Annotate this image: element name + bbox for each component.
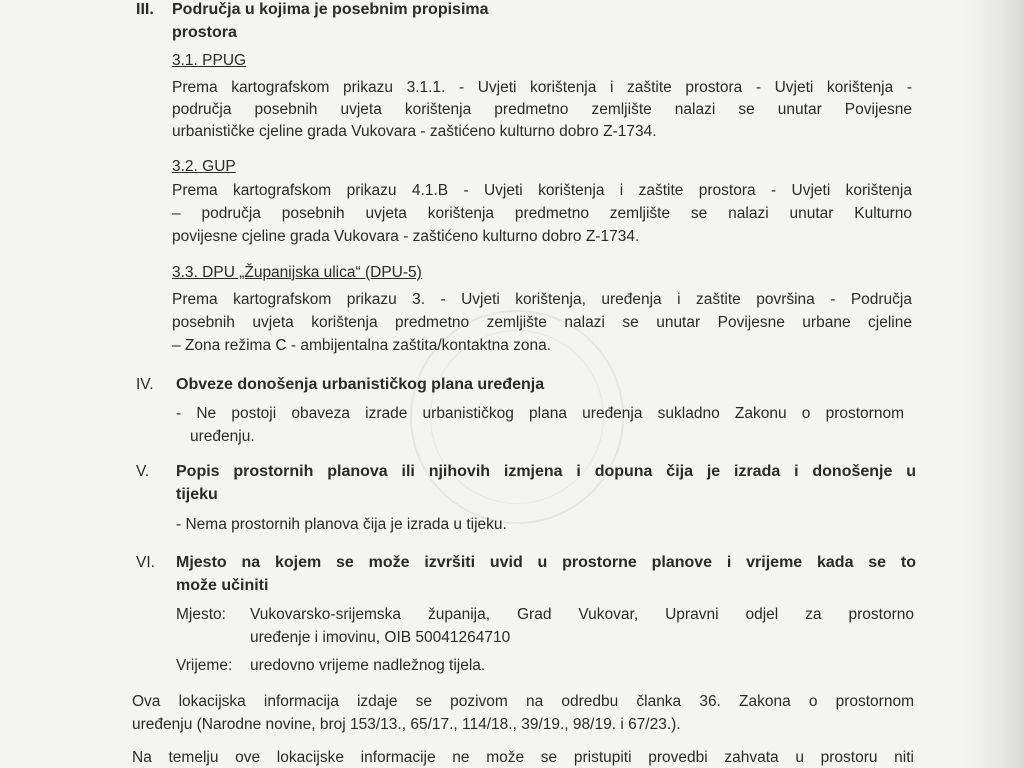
s32-line-3: povijesne cjeline grada Vukovara - zaštićeno kulturno dobro Z-1734. — [172, 228, 640, 245]
subsection-3-3-title: 3.3. DPU „Županijska ulica“ (DPU-5) — [172, 264, 422, 281]
section-iv-heading: Obveze donošenja urbanističkog plana uređenja — [176, 376, 545, 393]
section-v-number: V. — [136, 463, 150, 480]
s31-line-2: područja posebnih uvjeta korištenja predmetno zemljište nalazi se unutar Povijesne — [172, 101, 912, 118]
mjesto-line-2: uređenje i imovinu, OIB 50041264710 — [250, 629, 511, 646]
vrijeme-value: uredovno vrijeme nadležnog tijela. — [250, 657, 486, 674]
s31-line-3: urbanističke cjeline grada Vukovara - zaštićeno kulturno dobro Z-1734. — [172, 123, 657, 140]
section-v-heading: Popis prostornih planova ili njihovih izmjena i dopuna čija je izrada i donošenje u — [176, 463, 916, 480]
s33-line-1: Prema kartografskom prikazu 3. - Uvjeti korištenja, uređenja i zaštite površina - Područja — [172, 291, 912, 308]
mjesto-line-1: Vukovarsko-srijemska županija, Grad Vukovar, Upravni odjel za prostorno — [250, 606, 914, 623]
s33-line-2: posebnih uvjeta korištenja predmetno zemljište nalazi se unutar Povijesne urbane cjeline — [172, 314, 912, 331]
section-v-heading-cont: tijeku — [176, 486, 218, 503]
section-v-line-1: - Nema prostornih planova čija je izrada u tijeku. — [176, 516, 507, 533]
section-vi-heading-cont: može učiniti — [176, 577, 269, 594]
section-iii-number: III. — [136, 1, 154, 18]
subsection-3-1-title: 3.1. PPUG — [172, 52, 247, 69]
section-vi-heading: Mjesto na kojem se može izvršiti uvid u prostorne planove i vrijeme kada se to — [176, 554, 916, 571]
section-iv-number: IV. — [136, 376, 154, 393]
vrijeme-label: Vrijeme: — [176, 657, 233, 674]
s31-line-1: Prema kartografskom prikazu 3.1.1. - Uvjeti korištenja i zaštite prostora - Uvjeti korištenja - — [172, 79, 912, 96]
mjesto-label: Mjesto: — [176, 606, 226, 623]
s33-line-3: – Zona režima C - ambijentalna zaštita/kontaktna zona. — [172, 337, 552, 354]
closing-p2-line-1: Na temelju ove lokacijske informacije ne može se pristupiti provedbi zahvata u prostoru niti — [132, 749, 914, 766]
section-iv-line-2: uređenju. — [190, 428, 255, 445]
s32-line-1: Prema kartografskom prikazu 4.1.B - Uvjeti korištenja i zaštite prostora - Uvjeti korištenja — [172, 182, 912, 199]
s32-line-2: – područja posebnih uvjeta korištenja predmetno zemljište se nalazi unutar Kulturno — [172, 205, 912, 222]
closing-p1-line-2: uređenju (Narodne novine, broj 153/13., 65/17., 114/18., 39/19., 98/19. i 67/23.). — [132, 716, 681, 733]
scan-edge-shadow — [964, 0, 1024, 768]
section-iii-heading: Područja u kojima je posebnim propisima — [172, 1, 489, 18]
section-iv-line-1: - Ne postoji obaveza izrade urbanističkog plana uređenja sukladno Zakonu o prostornom — [176, 405, 904, 422]
closing-p1-line-1: Ova lokacijska informacija izdaje se pozivom na odredbu članka 36. Zakona o prostornom — [132, 693, 914, 710]
section-iii-heading-cont: prostora — [172, 24, 237, 41]
subsection-3-2-title: 3.2. GUP — [172, 158, 236, 175]
section-vi-number: VI. — [136, 554, 155, 571]
